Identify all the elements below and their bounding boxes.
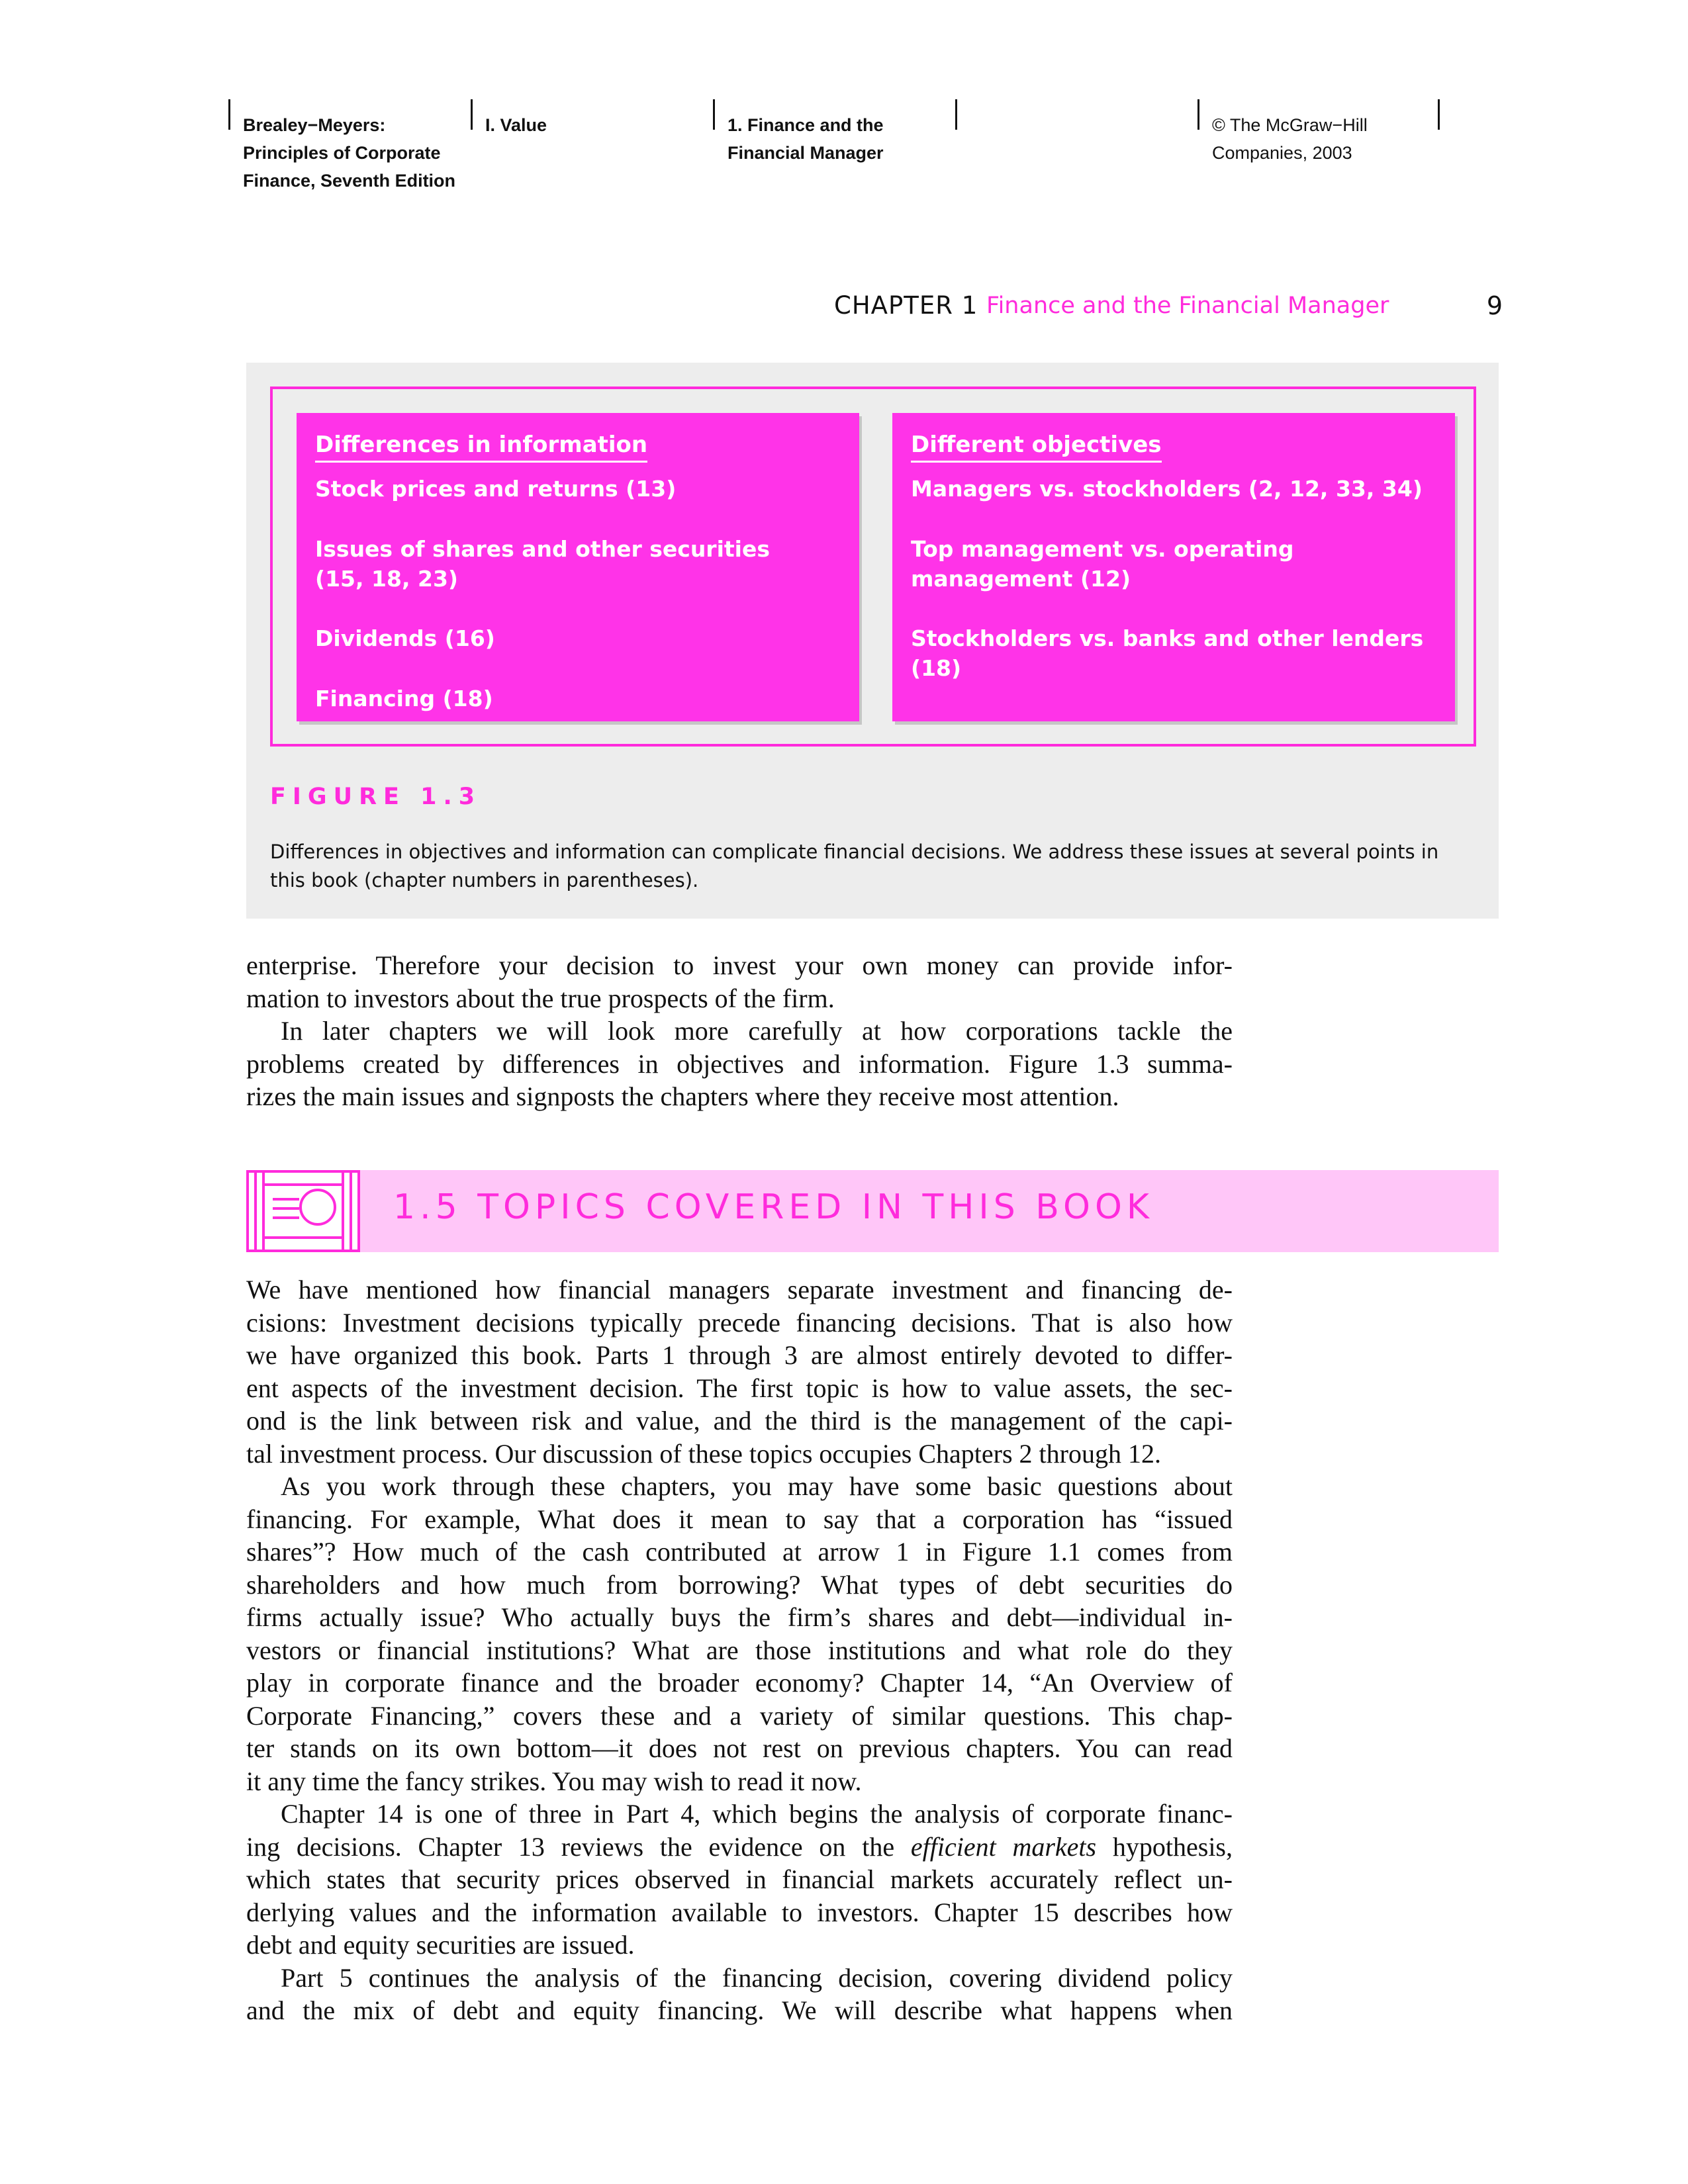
page-number: 9 — [1486, 291, 1503, 320]
text-line: financing. For example, What does it mean to say that a corporation has “issued — [246, 1504, 1233, 1534]
figure-1-3 — [246, 363, 1499, 919]
paragraph — [246, 1962, 1233, 2027]
header-book-title: Brealey−Meyers: Principles of Corporate Finance, Seventh Edition — [243, 115, 456, 191]
panel-item: Financing (18) — [315, 686, 493, 711]
text-line: debt and equity securities are issued. — [246, 1930, 635, 1960]
text-line: cisions: Investment decisions typically precede financing decisions. That is also how — [246, 1307, 1233, 1338]
panel-item: Issues of shares and other securities (15, 18, 23) — [315, 536, 771, 592]
chapter-title: Finance and the Financial Manager — [986, 293, 1389, 319]
text-line: it any time the fancy strikes. You may wish to read it now. — [246, 1766, 862, 1796]
text-line: vestors or financial institutions? What are those institutions and what role do they — [246, 1635, 1233, 1665]
header-part: I. Value — [485, 115, 547, 135]
panel-item: Dividends (16) — [315, 625, 495, 651]
text-line: tal investment process. Our discussion of these topics occupies Chapters 2 through 12. — [246, 1438, 1161, 1469]
objectives-panel — [892, 413, 1455, 721]
header-rule — [1197, 99, 1199, 130]
text-line: shareholders and how much from borrowing? What types of debt securities do — [246, 1569, 1233, 1600]
section-logo-icon — [246, 1170, 360, 1252]
figure-frame — [270, 387, 1476, 747]
panel-item: Stock prices and returns (13) — [315, 476, 677, 502]
text-line: rizes the main issues and signposts the chapters where they receive most attention. — [246, 1081, 1119, 1111]
body-text-top — [246, 949, 1233, 1113]
section-title: 1.5 TOPICS COVERED IN THIS BOOK — [393, 1187, 1154, 1227]
page-header — [834, 291, 1503, 331]
panel-item: Stockholders vs. banks and other lenders (18) — [911, 625, 1424, 681]
header-rule — [471, 99, 473, 130]
section-banner — [246, 1170, 1499, 1252]
paragraph — [246, 949, 1233, 1015]
header-rule — [713, 99, 715, 130]
paragraph — [246, 1470, 1233, 1797]
header-copyright: © The McGraw−Hill Companies, 2003 — [1212, 115, 1368, 163]
text-line: We have mentioned how financial managers separate investment and financing de- — [246, 1275, 1233, 1304]
text-line: Part 5 continues the analysis of the financing decision, covering dividend policy — [281, 1962, 1233, 1993]
text-line: problems created by differences in objectives and information. Figure 1.3 summa- — [246, 1048, 1233, 1079]
emphasis-term: efficient markets — [910, 1831, 1097, 1862]
text-line: we have organized this book. Parts 1 through 3 are almost entirely devoted to differ- — [246, 1340, 1233, 1370]
text-line: Corporate Financing,” covers these and a variety of similar questions. This chap- — [246, 1700, 1233, 1731]
header-rule — [955, 99, 957, 130]
paragraph — [246, 1797, 1233, 1962]
paragraph — [246, 1273, 1233, 1470]
panel-item: Managers vs. stockholders (2, 12, 33, 34) — [911, 476, 1423, 502]
text-line: which states that security prices observed in financial markets accurately reflect un- — [246, 1864, 1233, 1894]
text-line: derlying values and the information available to investors. Chapter 15 describes how — [246, 1897, 1233, 1927]
text-line: Chapter 14 is one of three in Part 4, which begins the analysis of corporate financ- — [281, 1799, 1233, 1829]
information-panel — [297, 413, 859, 721]
chapter-label: CHAPTER 1 — [834, 291, 978, 320]
panel-item: Top management vs. operating management (12) — [911, 536, 1294, 592]
text-line — [246, 1831, 1233, 1864]
text-line: firms actually issue? Who actually buys the firm’s shares and debt—individual in- — [246, 1602, 1233, 1632]
text-run: hypothesis, — [1096, 1831, 1233, 1862]
running-header — [228, 99, 1440, 199]
text-line: shares”? How much of the cash contributed at arrow 1 in Figure 1.1 comes from — [246, 1537, 1233, 1567]
text-line: ond is the link between risk and value, and the third is the management of the capi- — [246, 1406, 1233, 1435]
text-line: play in corporate finance and the broader economy? Chapter 14, “An Overview of — [246, 1668, 1233, 1698]
header-chapter: 1. Finance and the Financial Manager — [727, 115, 884, 163]
header-rule — [228, 99, 230, 130]
text-line: and the mix of debt and equity financing. We will describe what happens when — [246, 1995, 1233, 2025]
text-line: As you work through these chapters, you may have some basic questions about — [281, 1471, 1233, 1501]
paragraph — [246, 1015, 1233, 1113]
text-line: mation to investors about the true prospects of the firm. — [246, 983, 835, 1013]
header-rule — [1438, 99, 1440, 130]
figure-label: FIGURE 1.3 — [270, 784, 482, 810]
information-heading: Differences in information — [315, 432, 647, 463]
figure-caption: Differences in objectives and information can complicate financial decisions. We address these issues at several points in this book (chapter numbers in parentheses). — [270, 841, 1439, 891]
text-line: In later chapters we will look more carefully at how corporations tackle the — [281, 1016, 1233, 1046]
text-run: ing decisions. Chapter 13 reviews the evidence on the — [246, 1831, 911, 1862]
text-line: enterprise. Therefore your decision to invest your own money can provide infor- — [246, 950, 1233, 980]
text-line: ter stands on its own bottom—it does not rest on previous chapters. You can read — [246, 1733, 1233, 1763]
text-line: ent aspects of the investment decision. The first topic is how to value assets, the sec- — [246, 1373, 1233, 1403]
objectives-heading: Different objectives — [911, 432, 1162, 463]
body-text-bottom — [246, 1273, 1233, 2027]
